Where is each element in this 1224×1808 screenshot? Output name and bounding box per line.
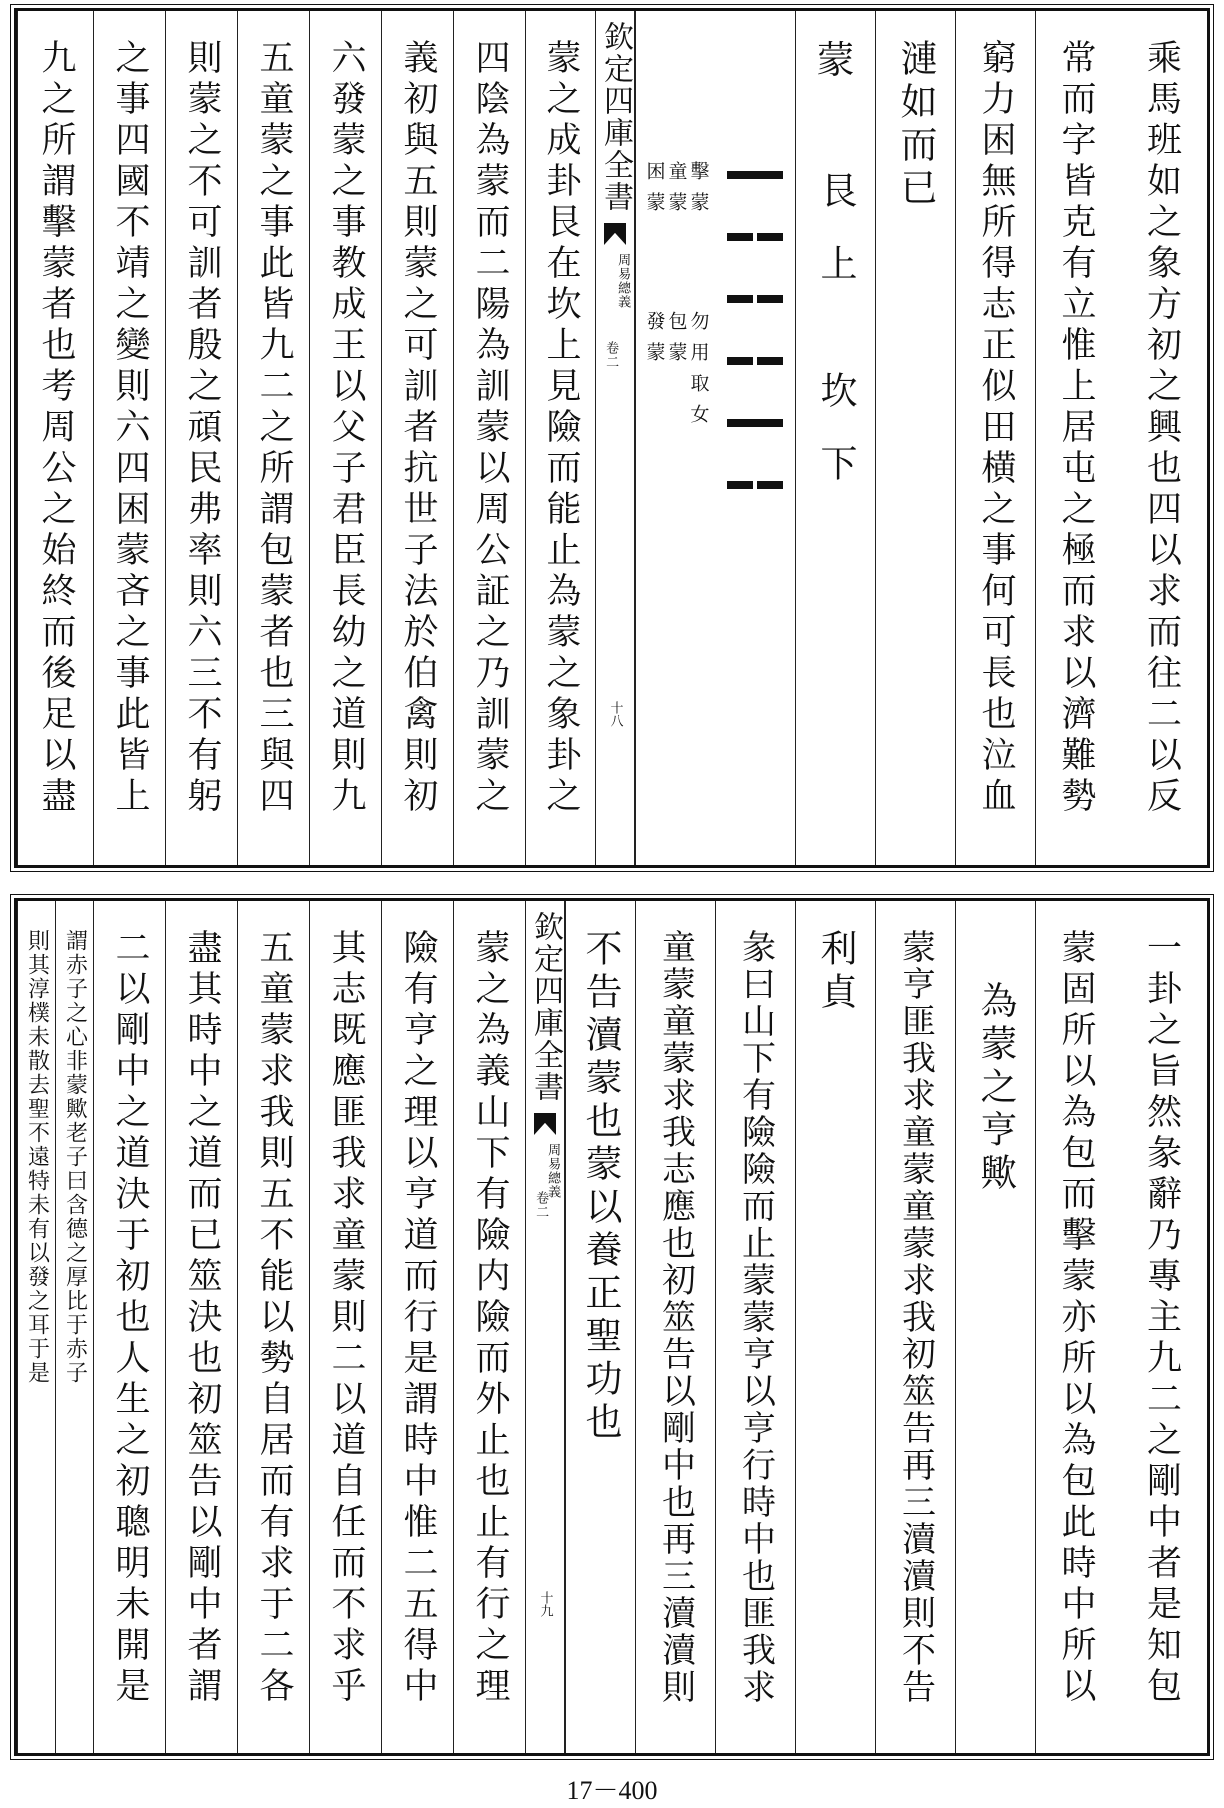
line-name: 擊蒙: [687, 161, 710, 223]
text-column: [565, 901, 635, 1753]
yin-line: [757, 481, 783, 489]
center-gutter: [525, 901, 565, 1753]
column-text: 二以剛中之道決于初也人生之初聰明未開是: [110, 929, 150, 1708]
column-text: 不告瀆蒙也蒙以養正聖功也: [579, 929, 622, 1445]
text-column: [93, 11, 165, 865]
book-header: 欽定四庫全書: [528, 911, 563, 1103]
column-text: 一卦之旨然彖辭乃專主九二之剛中者是知包: [1141, 929, 1182, 1708]
line-name: 包蒙: [665, 311, 688, 373]
column-text: 乘馬班如之象方初之興也四以求而往二以反: [1141, 39, 1182, 818]
volume-number: 卷二: [533, 1191, 549, 1219]
text-column: [93, 901, 165, 1753]
text-column: [453, 11, 525, 865]
column-text: 蒙之成卦艮在坎上見險而能止為蒙之象卦之: [541, 39, 581, 818]
text-column: [165, 11, 237, 865]
column-text: 蒙亨匪我求童蒙童蒙求我初筮告再三瀆瀆則不告: [895, 929, 936, 1706]
book-subtitle: 周易總義: [545, 1143, 561, 1199]
text-column: [715, 901, 795, 1753]
column-text: 義初與五則蒙之可訓者抗世子法於伯禽則初: [398, 39, 438, 818]
yin-line: [757, 233, 783, 241]
book-header: 欽定四庫全書: [598, 21, 633, 213]
line-name: 困蒙: [643, 161, 666, 223]
folio-number: 十八: [607, 701, 623, 727]
bottom-page: [14, 898, 1210, 1756]
yin-line: [727, 481, 753, 489]
text-column: [635, 901, 715, 1753]
column-text: 其志既應匪我求童蒙則二以道自任而不求乎: [326, 929, 366, 1708]
text-column: [525, 11, 595, 865]
column-text: 蒙固所以為包而擊蒙亦所以為包此時中所以: [1056, 929, 1096, 1708]
volume-number: 卷二: [603, 341, 619, 369]
column-text: 險有亨之理以亨道而行是謂時中惟二五得中: [398, 929, 438, 1708]
line-names-column: [635, 11, 715, 865]
text-column: [165, 901, 237, 1753]
text-column: [795, 901, 875, 1753]
text-column: [875, 11, 955, 865]
fish-tail-mark: [534, 1113, 556, 1135]
yin-line: [727, 295, 753, 303]
text-column: [955, 901, 1035, 1753]
column-text: 童蒙童蒙求我志應也初筮告以剛中也再三瀆瀆則: [655, 929, 696, 1706]
text-column: [381, 11, 453, 865]
column-text: 蒙之為義山下有險内險而外止也止有行之理: [470, 929, 510, 1708]
line-name: 童蒙: [665, 161, 688, 223]
text-column: [309, 901, 381, 1753]
column-text: 常而字皆克有立惟上居屯之極而求以濟難勢: [1056, 39, 1096, 818]
text-column: [1035, 11, 1115, 865]
column-text: 謂赤子之心非蒙歟老子曰含德之厚比于赤子: [62, 929, 88, 1385]
text-column: [237, 11, 309, 865]
column-text: 四陰為蒙而二陽為訓蒙以周公証之乃訓蒙之: [470, 39, 510, 818]
text-column: [55, 901, 93, 1753]
hexagram-symbol-column: [715, 11, 795, 865]
text-column: [381, 901, 453, 1753]
book-subtitle: 周易總義: [615, 253, 631, 309]
text-column: [17, 901, 55, 1753]
column-text: 五童蒙求我則五不能以勢自居而有求于二各: [254, 929, 294, 1708]
column-text: 九之所謂擊蒙者也考周公之始終而後足以盡: [36, 39, 76, 818]
column-text: 則蒙之不可訓者殷之頑民弗率則六三不有躬: [182, 39, 222, 818]
column-text: 為蒙之亨歟: [974, 981, 1017, 1196]
trigram-upper: 艮上: [814, 171, 857, 317]
text-column: [1115, 11, 1207, 865]
column-text: 盡其時中之道而已筮決也初筮告以剛中者謂: [182, 929, 222, 1708]
column-text: 六發蒙之事教成王以父子君臣長幼之道則九: [326, 39, 366, 818]
line-name: 發蒙: [643, 311, 666, 373]
column-text: 彖曰山下有險險而止蒙蒙亨以亨行時中也匪我求: [735, 929, 776, 1706]
text-column: [453, 901, 525, 1753]
text-column: [237, 901, 309, 1753]
text-column: [955, 11, 1035, 865]
text-column: [1035, 901, 1115, 1753]
center-gutter: [595, 11, 635, 865]
column-text: 五童蒙之事此皆九二之所謂包蒙者也三與四: [254, 39, 294, 818]
text-column: [309, 11, 381, 865]
fish-tail-mark: [604, 223, 626, 245]
text-column: [17, 11, 93, 865]
yang-line: [727, 171, 783, 179]
hexagram-title-column: [795, 11, 875, 865]
yin-line: [757, 295, 783, 303]
trigram-lower: 坎下: [814, 371, 857, 517]
column-text: 之事四國不靖之變則六四困蒙吝之事此皆上: [110, 39, 150, 818]
text-column: [1115, 901, 1207, 1753]
text-column: [875, 901, 955, 1753]
yin-line: [727, 233, 753, 241]
hexagram-title: 蒙: [816, 38, 855, 82]
folio-number: 十九: [537, 1591, 553, 1617]
yin-line: [757, 357, 783, 365]
top-page: [14, 8, 1210, 868]
page-number-footer: 17－400: [566, 1776, 658, 1805]
line-name: 勿用取女: [687, 311, 710, 435]
yang-line: [727, 419, 783, 427]
column-text: 利貞: [814, 929, 857, 1015]
yin-line: [727, 357, 753, 365]
column-text: 則其淳樸未散去聖不遠特未有以發之耳于是: [24, 929, 50, 1385]
column-text: 窮力困無所得志正似田横之事何可長也泣血: [976, 39, 1016, 818]
column-text: 漣如而已: [894, 39, 937, 211]
